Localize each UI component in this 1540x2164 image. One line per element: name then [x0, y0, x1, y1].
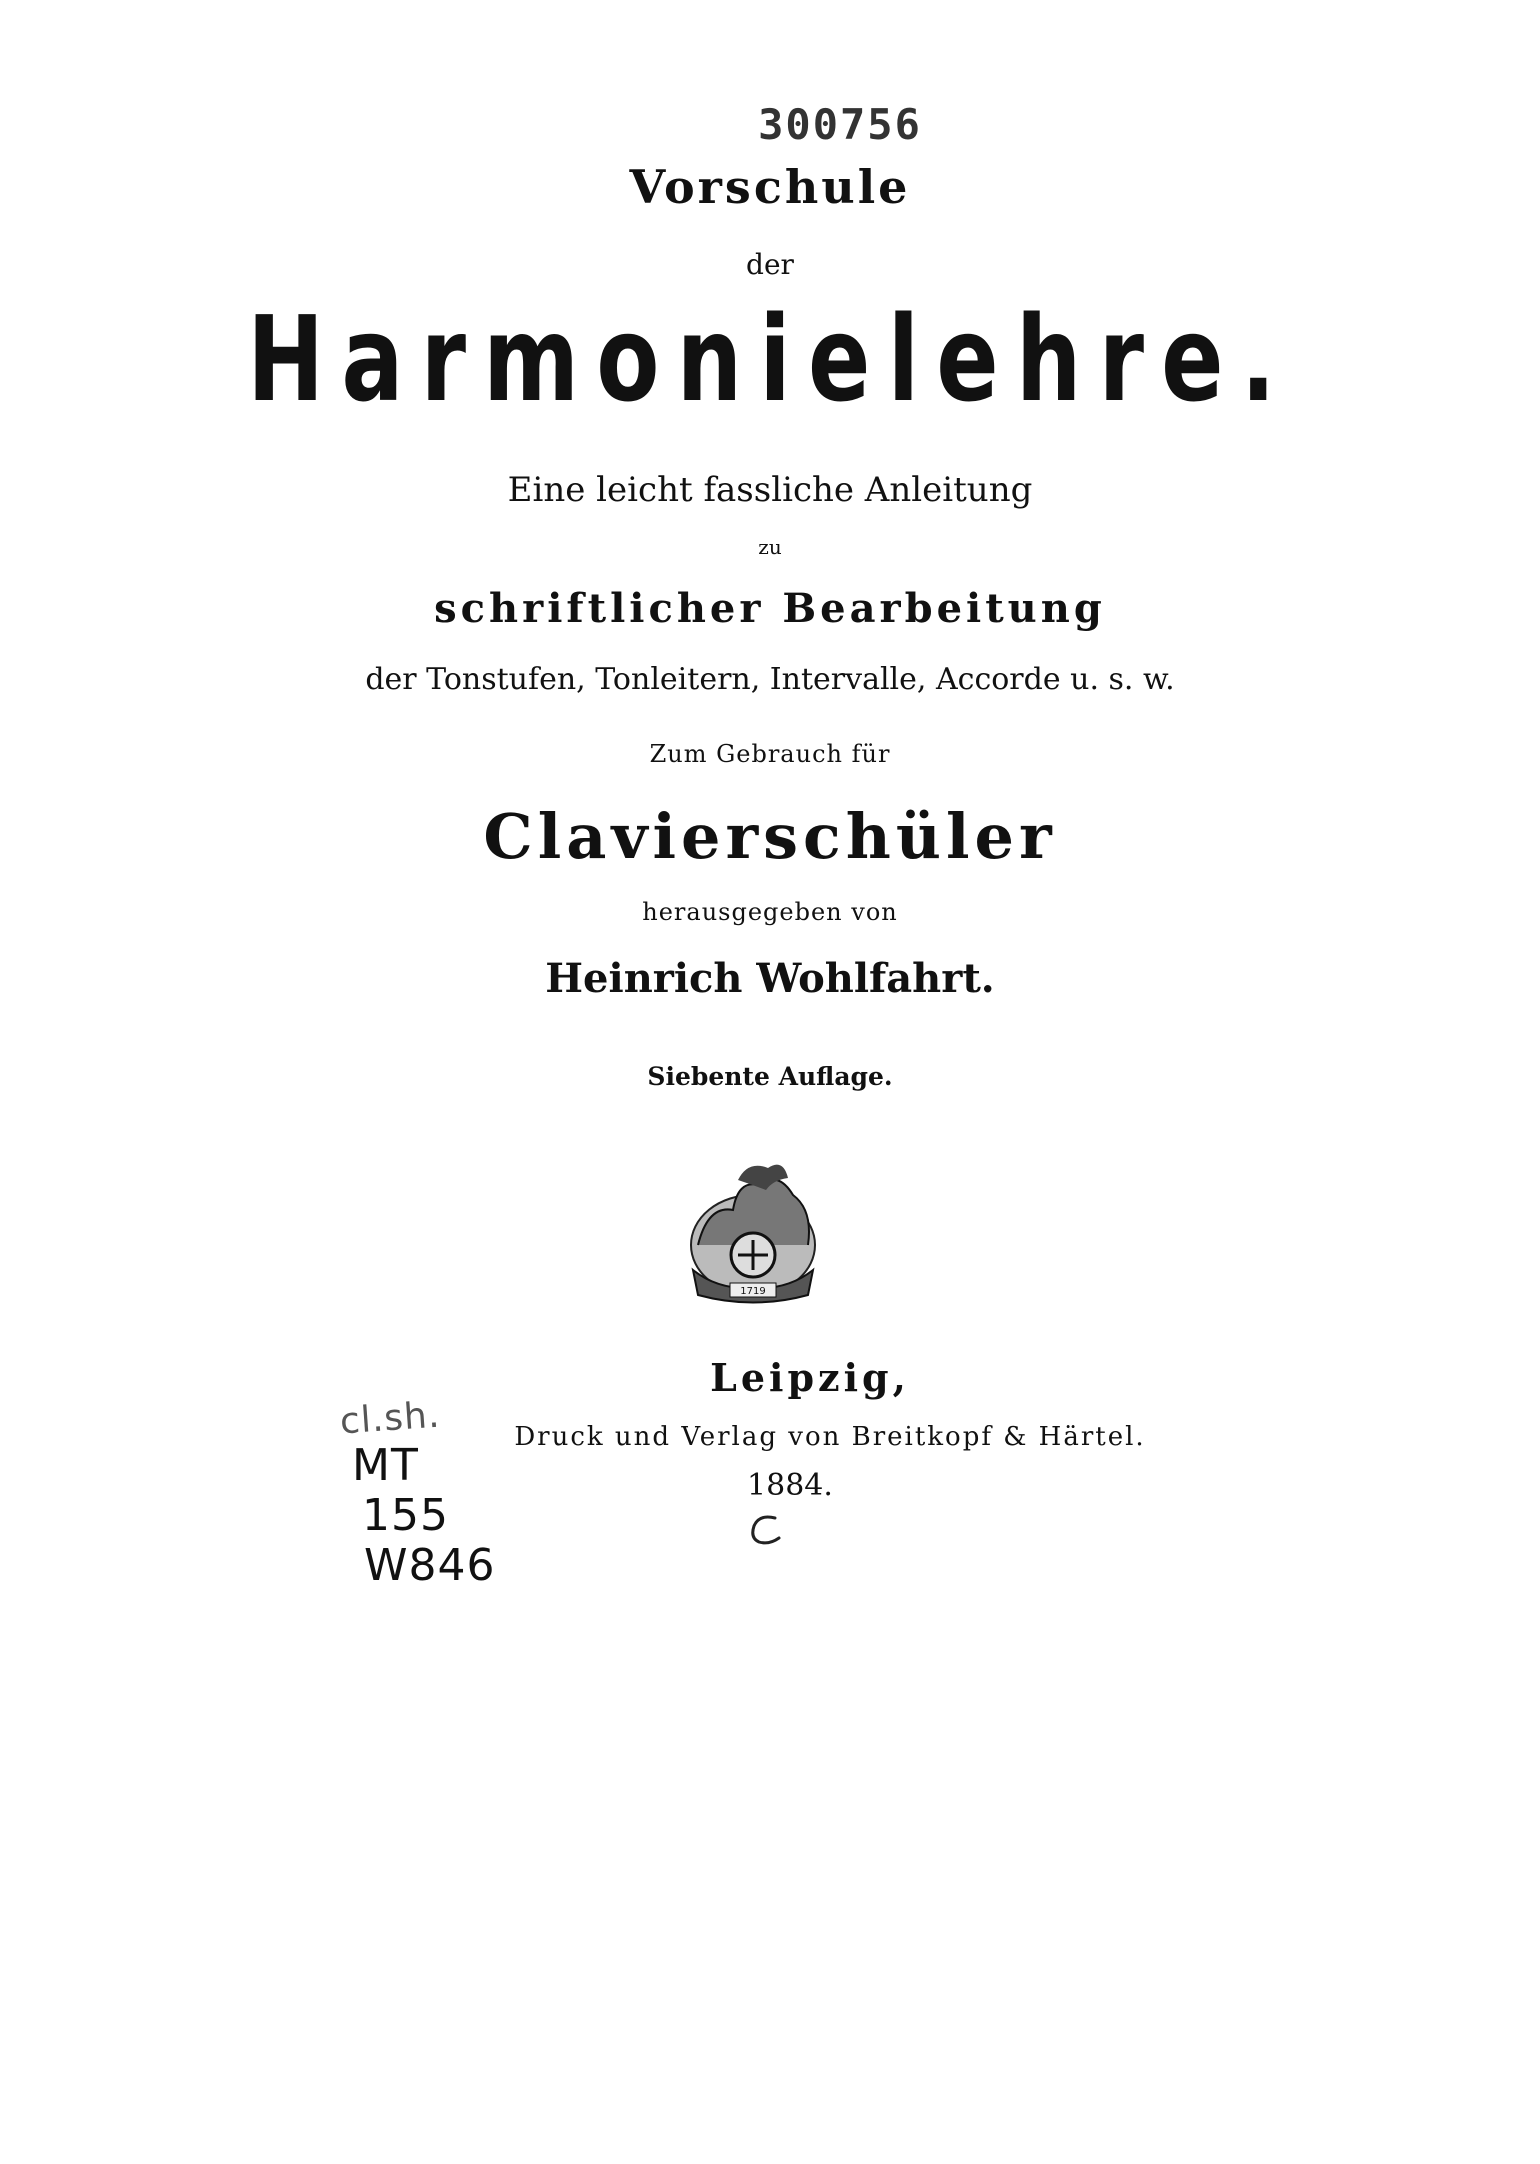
call-number-line-3: 155 — [362, 1490, 449, 1541]
place: Leipzig, — [710, 1355, 910, 1400]
call-number-line-4: W846 — [364, 1540, 496, 1591]
title-line-der: der — [746, 248, 794, 281]
year: 1884. — [747, 1468, 833, 1503]
publisher: Druck und Verlag von Breitkopf & Härtel. — [514, 1422, 1146, 1452]
handwritten-mark-icon — [745, 1512, 785, 1548]
publisher-vignette-icon — [678, 1150, 828, 1305]
subtitle-clavierschueler: Clavierschüler — [483, 800, 1057, 873]
vignette-year: 1719 — [740, 1286, 766, 1297]
subtitle-gebrauch: Zum Gebrauch für — [649, 740, 891, 768]
main-title: Harmonielehre. — [247, 290, 1293, 428]
call-number-line-1: cl.sh. — [338, 1394, 442, 1443]
accession-number: 300756 — [758, 100, 922, 149]
subtitle-topics: der Tonstufen, Tonleitern, Intervalle, Accorde u. s. w. — [365, 662, 1175, 697]
editor-intro: herausgegeben von — [642, 898, 898, 926]
edition-note: Siebente Auflage. — [647, 1062, 893, 1091]
subtitle-bearbeitung: schriftlicher Bearbeitung — [434, 585, 1106, 632]
call-number-line-2: MT — [352, 1440, 419, 1491]
subtitle-anleitung: Eine leicht fassliche Anleitung — [507, 470, 1033, 510]
subtitle-zu: zu — [758, 535, 782, 559]
editor-name: Heinrich Wohlfahrt. — [545, 955, 995, 1002]
title-line-vorschule: Vorschule — [629, 160, 911, 214]
